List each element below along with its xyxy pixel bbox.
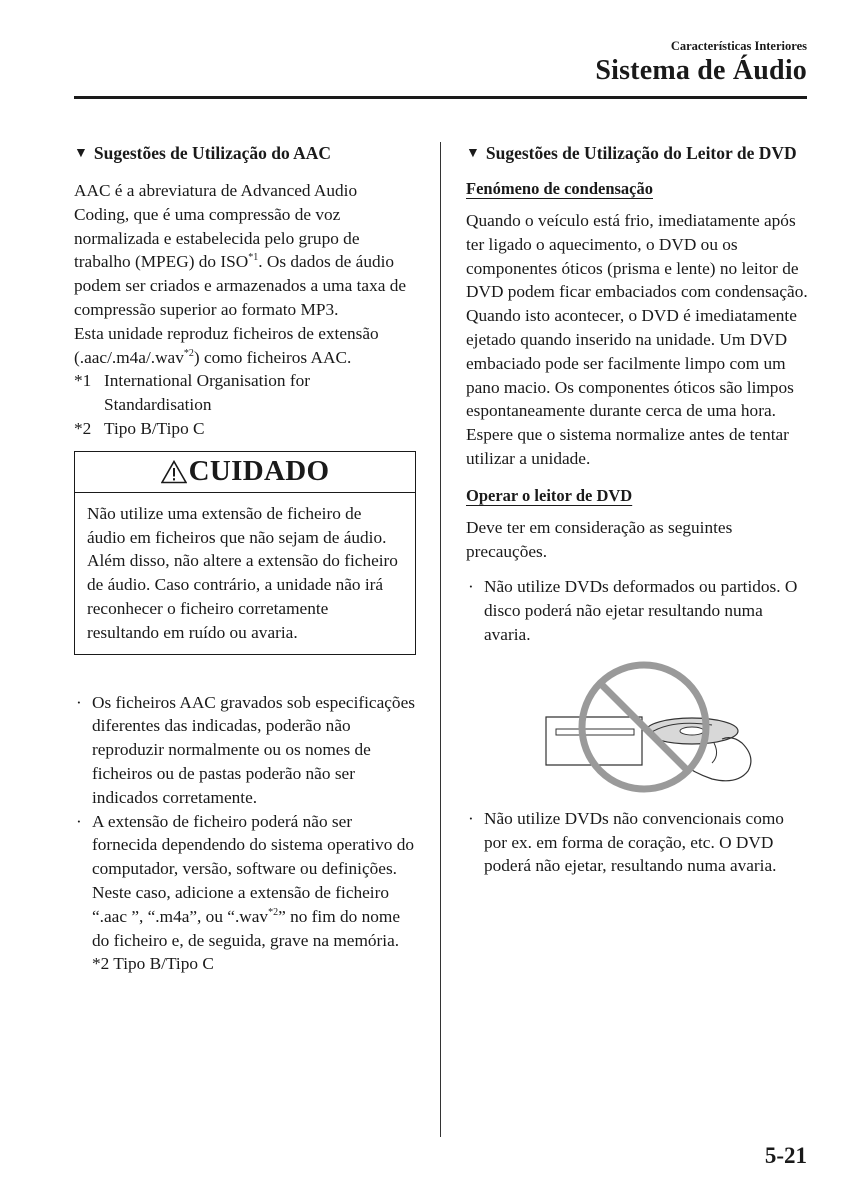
footnote-text: Tipo B/Tipo C [104,418,205,438]
header-section-label: Características Interiores [670,39,807,53]
left-column [74,140,416,976]
list-item-text: Os ficheiros AAC gravados sob especificações diferentes das indicadas, poderão não reproduzir normalmente ou os nomes de ficheiros ou de pastas poderão não ser indicados corretamente. [92,692,415,807]
footnote-mark: *2 [74,418,92,438]
list-item [466,575,810,646]
footnote-ref: *2 [183,347,194,359]
list-item [466,807,810,878]
dvd-heading-text: Sugestões de Utilização do Leitor de DVD [485,143,797,163]
bullet-dot: · [76,692,82,712]
bullet-dot: · [468,808,474,828]
aac-heading-text: Sugestões de Utilização do AAC [93,143,332,163]
aac-heading [74,142,416,165]
condensation-subheading: Fenómeno de condensação [466,179,653,198]
page-number: 5-21 [764,1143,807,1168]
list-item-text: A extensão de ficheiro poderá não ser fornecida dependendo do sistema operativo do computador, versão, software ou definições. Neste caso, adicione a extensão de ficheiro “.aac ”, “.m4a”, ou “.wav$^{*2}$” no fim do nome do ficheiro e, de seguida, grave na memória. *2 Tipo B/Tipo C [92,811,414,974]
footnote-text: International Organisation for Standardisation [104,371,311,415]
aac-intro-paragraph: AAC é a abreviatura de Advanced Audio Coding, que é uma compressão de voz normalizada e estabelecida pelo grupo de trabalho (MPEG) do ISO$^{*1}$. Os dados de áudio podem ser criados e armazenados a uma taxa de compressão superior ao formato MP3. [74,181,407,319]
triangle-down-icon: ▼ [466,146,480,161]
caution-text: Não utilize uma extensão de ficheiro de áudio em ficheiros que não sejam de áudio. Além disso, não altere a extensão do ficheiro de áudio. Caso contrário, a unidade não irá reconhecer o ficheiro corretamente resultando em ruído ou avaria. [87,503,398,642]
triangle-down-icon: ▼ [74,146,88,161]
footnote-ref: *1 [248,252,259,264]
caution-header [75,452,415,493]
list-item [74,810,416,977]
bullet-dot: · [76,811,82,831]
bullet-footnote: *2 Tipo B/Tipo C [92,954,214,974]
column-divider [440,142,441,1137]
bullet-dot: · [468,577,474,597]
footnote-mark: *1 [74,371,92,391]
caution-title: CUIDADO [188,455,330,488]
right-column [466,140,810,878]
condensation-paragraph: Quando o veículo está frio, imediatamente após ter ligado o aquecimento, o DVD ou os componentes óticos (prisma e lente) no leitor de DVD podem ficar embaciados com condensação. Quando isto acontecer, o DVD é imediatamente ejetado quando inserido na unidade. Um DVD embaciado pode ser facilmente limpo com um pano macio. Os componentes óticos são limpos espontaneamente durante cerca de uma hora. Espere que o sistema normalize antes de tentar utilizar a unidade. [466,211,808,468]
operate-subheading: Operar o leitor de DVD [466,485,633,505]
operate-paragraph: Deve ter em consideração as seguintes precauções. [466,517,733,561]
no-deformed-disc-illustration [542,659,772,797]
list-item-text: Não utilize DVDs não convencionais como por ex. em forma de coração, etc. O DVD poderá não ejetar, resultando numa avaria. [484,808,784,876]
footnote-item [74,417,416,441]
aac-extension-paragraph: Esta unidade reproduz ficheiros de extensão (.aac/.m4a/.wav$^{*2}$) como ficheiros AAC. [74,323,379,367]
dvd-heading [466,142,810,165]
list-item [74,691,416,810]
footnote-ref: *2 [268,906,279,918]
warning-triangle-icon [161,460,187,484]
header-rule [74,96,807,99]
caution-box [74,451,416,655]
list-item-text: Não utilize DVDs deformados ou partidos. O disco poderá não ejetar resultando numa avaria. [484,577,798,644]
footnote-item [74,369,416,417]
page-title: Sistema de Áudio [595,55,807,86]
